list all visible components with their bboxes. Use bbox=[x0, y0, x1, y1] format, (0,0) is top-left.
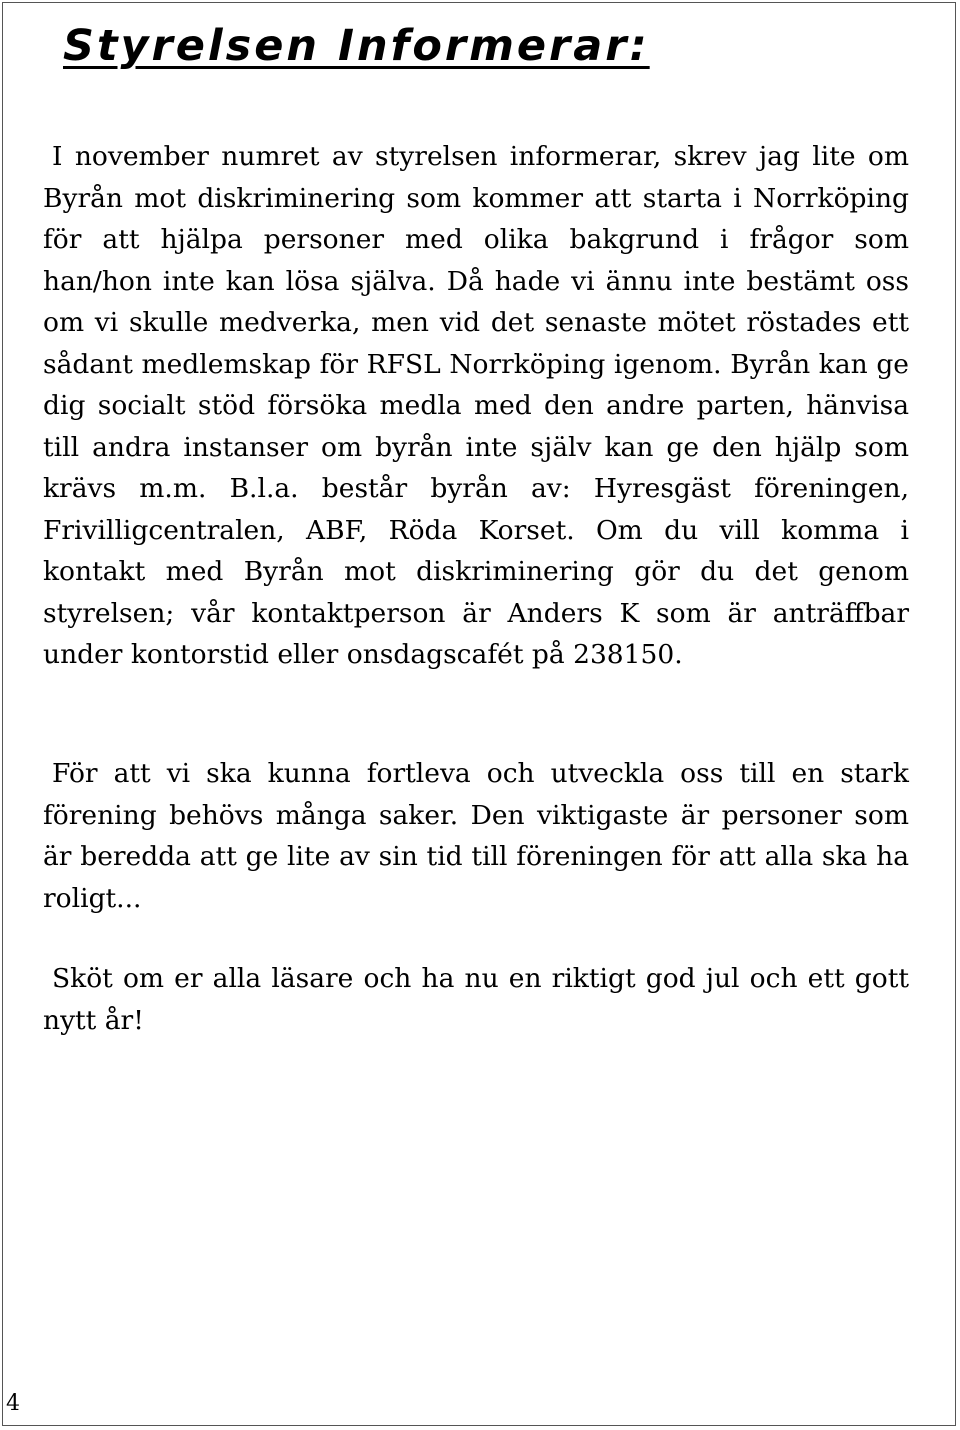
paragraph-text: I november numret av styrelsen informerar, skrev jag lite om Byrån mot diskriminering som kommer att starta i Norrköping för att hjälpa personer med olika bakgrund i frågor som han/hon inte kan lösa själva. Då hade vi ännu inte bestämt oss om vi skulle medverka, men vid det senaste mötet röstades ett sådant medlemskap för RFSL Norrköping igenom. Byrån kan ge dig socialt stöd försöka medla med den andre parten, hänvisa till andra instanser om byrån inte själv kan ge den hjälp som krävs m.m. B.l.a. består byrån av: Hyresgäst föreningen, Frivilligcentralen, ABF, Röda Korset. Om du vill komma i kontakt med Byrån mot diskriminering gör du det genom styrelsen; vår kontaktperson är Anders K som är anträffbar under kontorstid eller onsdagscafét på 238150. bbox=[43, 141, 909, 670]
page bbox=[2, 2, 956, 1426]
page-number: 4 bbox=[6, 1391, 20, 1416]
paragraph-text: För att vi ska kunna fortleva och utveckla oss till en stark förening behövs många saker. Den viktigaste är personer som är beredda att ge lite av sin tid till föreningen för att alla ska ha roligt... bbox=[43, 758, 909, 914]
paragraph-text: Sköt om er alla läsare och ha nu en riktigt god jul och ett gott nytt år! bbox=[43, 963, 909, 1036]
paragraph-greeting bbox=[43, 958, 909, 1041]
page-title: Styrelsen Informerar: bbox=[63, 21, 650, 71]
paragraph-byran bbox=[43, 136, 909, 676]
paragraph-forening bbox=[43, 753, 909, 919]
